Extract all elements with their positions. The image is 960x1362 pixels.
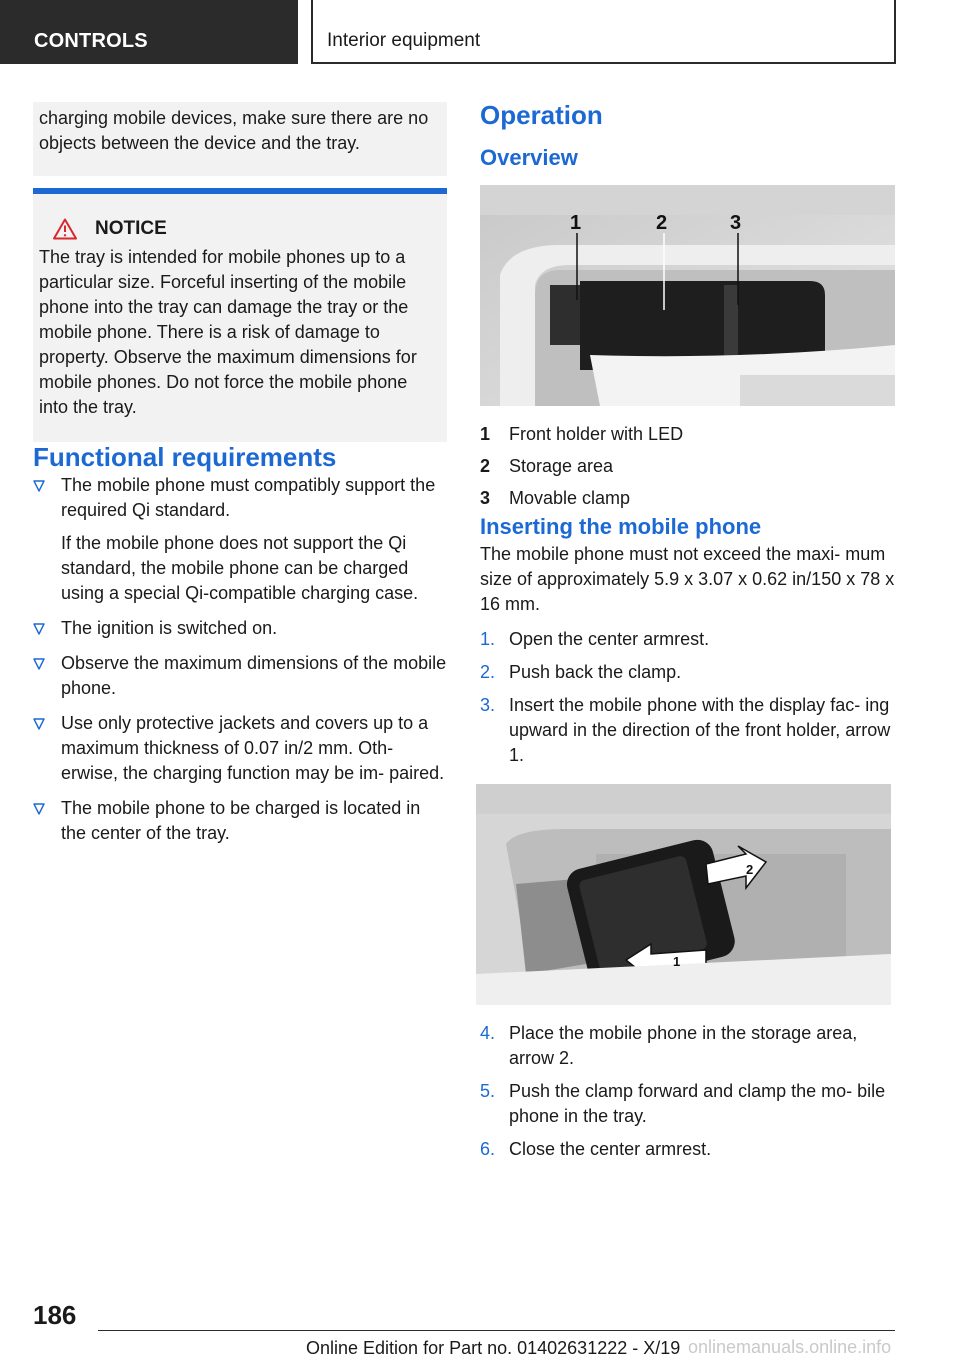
right-column xyxy=(480,100,895,1170)
overview-image xyxy=(480,185,895,406)
legend-label: Movable clamp xyxy=(509,488,631,508)
step-item xyxy=(480,1079,895,1129)
requirement-subtext: If the mobile phone does not support the Qi standard, the mobile phone can be charged using a special Qi-compatible charging case. xyxy=(61,533,419,603)
requirement-text: The mobile phone to be charged is located in the center of the tray. xyxy=(61,798,421,843)
step-number: 2. xyxy=(480,662,496,682)
step-number: 1. xyxy=(480,629,496,649)
steps-list-a xyxy=(480,627,895,768)
requirement-item xyxy=(33,651,447,701)
requirements-list xyxy=(33,473,447,846)
triangle-bullet-icon xyxy=(33,623,45,635)
step-item xyxy=(480,627,895,652)
triangle-bullet-icon xyxy=(33,658,45,670)
triangle-bullet-icon xyxy=(33,480,45,492)
legend-label: Front holder with LED xyxy=(509,424,684,444)
watermark: onlinemanuals.online.info xyxy=(688,1337,892,1357)
step-number: 5. xyxy=(480,1081,496,1101)
step-item xyxy=(480,1021,895,1071)
legend-row xyxy=(480,450,895,482)
legend-number: 3 xyxy=(480,488,491,508)
footer-divider xyxy=(98,1330,895,1331)
legend-number: 1 xyxy=(480,424,491,444)
step-number: 3. xyxy=(480,695,496,715)
steps-list-b xyxy=(480,1021,895,1162)
notice-box xyxy=(33,188,447,442)
step-item xyxy=(480,693,895,768)
legend-row xyxy=(480,418,895,450)
requirement-item xyxy=(33,711,447,786)
overview-heading: Overview xyxy=(480,145,578,170)
chapter-title: Interior equipment xyxy=(311,0,896,64)
step-item xyxy=(480,1137,895,1162)
step-text: Push the clamp forward and clamp the mo‐ bile phone in the tray. xyxy=(509,1081,886,1126)
overview-label-3: 3 xyxy=(730,212,742,234)
step-item xyxy=(480,660,895,685)
requirement-text: The ignition is switched on. xyxy=(61,618,278,638)
step-text: Place the mobile phone in the storage area, arrow 2. xyxy=(509,1023,858,1068)
step-text: Push back the clamp. xyxy=(509,662,682,682)
step-number: 4. xyxy=(480,1023,496,1043)
requirement-text: Observe the maximum dimensions of the mobile phone. xyxy=(61,653,447,698)
page-number: 186 xyxy=(33,1300,77,1330)
edition-text: Online Edition for Part no. 01402631222 - X/19 xyxy=(306,1338,681,1358)
legend-row xyxy=(480,482,895,514)
requirement-text: Use only protective jackets and covers up to a maximum thickness of 0.07 in/2 mm. Oth‐ erwise, the charging function may be im‐ paired. xyxy=(61,713,445,783)
arrow-label-1: 1 xyxy=(673,954,681,969)
legend-label: Storage area xyxy=(509,456,614,476)
left-column xyxy=(33,102,447,856)
triangle-bullet-icon xyxy=(33,718,45,730)
step-text: Close the center armrest. xyxy=(509,1139,712,1159)
inserting-text: The mobile phone must not exceed the maxi‐ mum size of approximately 5.9 x 3.07 x 0.62 in/150 x 78 x 16 mm. xyxy=(480,544,895,614)
triangle-bullet-icon xyxy=(33,803,45,815)
step-number: 6. xyxy=(480,1139,496,1159)
operation-heading: Operation xyxy=(480,100,603,130)
requirements-heading: Functional requirements xyxy=(33,442,337,472)
intro-box: charging mobile devices, make sure there are no objects between the device and the tray. xyxy=(33,102,447,176)
requirement-item xyxy=(33,616,447,641)
insert-phone-image xyxy=(476,784,891,1005)
requirement-item xyxy=(33,796,447,846)
overview-legend xyxy=(480,418,895,514)
notice-text: The tray is intended for mobile phones up to a particular size. Forceful inserting of the mobile phone into the tray can damage the tray or the mobile phone. There is a risk of damage to property. Observe the maximum dimensions for mobile phones. Do not force the mobile phone into the tray. xyxy=(39,247,417,417)
notice-title: NOTICE xyxy=(95,218,167,239)
notice-header xyxy=(39,216,441,241)
inserting-heading: Inserting the mobile phone xyxy=(480,514,762,539)
overview-label-2: 2 xyxy=(656,212,668,234)
arrow-label-2: 2 xyxy=(746,862,754,877)
legend-number: 2 xyxy=(480,456,491,476)
step-text: Open the center armrest. xyxy=(509,629,710,649)
requirement-text: The mobile phone must compatibly support the required Qi standard. xyxy=(61,475,436,520)
warning-icon xyxy=(53,218,77,240)
requirement-item xyxy=(33,473,447,606)
step-text: Insert the mobile phone with the display fac‐ ing upward in the direction of the front holder, arrow 1. xyxy=(509,695,891,765)
section-tab: CONTROLS xyxy=(0,0,298,64)
overview-label-1: 1 xyxy=(570,212,582,234)
